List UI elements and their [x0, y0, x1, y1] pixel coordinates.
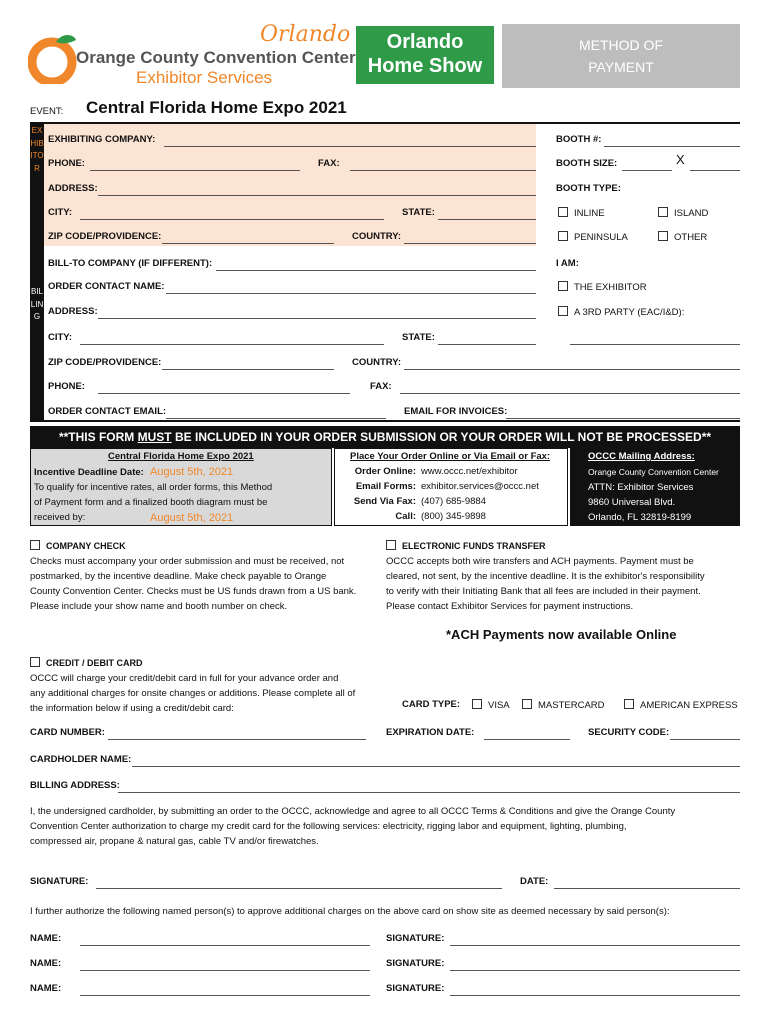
company-check-checkbox[interactable]: COMPANY CHECK: [30, 540, 126, 551]
booth-size-label: BOOTH SIZE:: [556, 158, 618, 169]
country-field[interactable]: [404, 243, 536, 244]
eft-checkbox[interactable]: ELECTRONIC FUNDS TRANSFER: [386, 540, 546, 551]
visa-checkbox[interactable]: VISA: [472, 699, 510, 711]
billing-country-field[interactable]: [404, 369, 740, 370]
online-label: Order Online:: [354, 466, 416, 477]
mastercard-checkbox[interactable]: MASTERCARD: [522, 699, 605, 711]
card-number-field[interactable]: [108, 739, 366, 740]
security-code-field[interactable]: [670, 739, 740, 740]
billing-phone-field[interactable]: [98, 393, 350, 394]
card-billing-address-label: BILLING ADDRESS:: [30, 780, 120, 791]
billing-country-label: COUNTRY:: [352, 357, 402, 368]
check-text: [30, 554, 356, 614]
authorized-signature-label-2: SIGNATURE:: [386, 958, 445, 969]
phone-label: PHONE:: [48, 158, 85, 169]
booth-size-depth-field[interactable]: [690, 170, 740, 171]
date-label: DATE:: [520, 876, 549, 887]
state-label: STATE:: [402, 207, 435, 218]
country-label: COUNTRY:: [352, 231, 402, 242]
authorized-signature-field-1[interactable]: [450, 945, 740, 946]
ach-note: *ACH Payments now available Online: [446, 627, 677, 642]
auth-line1: I, the undersigned cardholder, by submitting an order to the OCCC, acknowledge and agree to all OCCC Terms & Conditions and give the Orange County: [30, 806, 676, 817]
banner-post: BE INCLUDED IN YOUR ORDER SUBMISSION OR YOUR ORDER WILL NOT BE PROCESSED**: [171, 430, 712, 444]
check-line3: County Convention Center. Checks must be US funds drawn from a US bank.: [30, 586, 357, 597]
show-logo-line1: Orlando: [386, 31, 464, 53]
billing-city-field[interactable]: [80, 344, 384, 345]
eft-line2: cleared, not sent, by the incentive deadline. It is the exhibitor's responsibility: [386, 571, 705, 582]
billing-address-label: ADDRESS:: [48, 306, 98, 317]
order-contact-email-label: ORDER CONTACT EMAIL:: [48, 406, 167, 417]
authorized-signature-field-2[interactable]: [450, 970, 740, 971]
expiration-label: EXPIRATION DATE:: [386, 727, 475, 738]
auth-line2: Convention Center authorization to charge my credit card for the following services: electricity, rigging labor and equipment, lighting, plumbing,: [30, 821, 627, 832]
booth-size-x: X: [676, 152, 685, 167]
call-number: (800) 345-9898: [421, 511, 486, 522]
exhibiting-company-field[interactable]: [164, 146, 536, 147]
i-am-exhibitor-checkbox[interactable]: THE EXHIBITOR: [558, 281, 647, 293]
booth-island-checkbox[interactable]: ISLAND: [658, 207, 708, 219]
eft-line1: OCCC accepts both wire transfers and ACH payments. Payment must be: [386, 556, 694, 567]
bill-to-field[interactable]: [216, 270, 536, 271]
eft-line3: to verify with their Initiating Bank that all fees are included in their payment.: [386, 586, 701, 597]
card-billing-address-field[interactable]: [118, 792, 740, 793]
auth-line3: compressed air, propane & natural gas, cable TV and/or firewatches.: [30, 836, 319, 847]
fax-send-label: Send Via Fax:: [353, 496, 416, 507]
show-logo-line2: Home Show: [367, 55, 483, 77]
order-contact-label: ORDER CONTACT NAME:: [48, 281, 165, 292]
exhibitor-side-bar: EXHIBITOR: [30, 122, 44, 246]
booth-peninsula-checkbox[interactable]: PENINSULA: [558, 231, 628, 243]
order-contact-field[interactable]: [166, 293, 536, 294]
card-line1: OCCC will charge your credit/debit card in full for your advance order and: [30, 673, 339, 684]
email-label: Email Forms:: [355, 481, 416, 492]
check-line2: postmarked, by the incentive deadline. Make check payable to Orange: [30, 571, 327, 582]
show-logo: [356, 26, 494, 84]
authorized-signature-field-3[interactable]: [450, 995, 740, 996]
amex-checkbox[interactable]: AMERICAN EXPRESS: [624, 699, 738, 711]
qualify-line2: of Payment form and a finalized booth diagram must be: [34, 497, 268, 508]
fax-number: (407) 685-9884: [421, 496, 486, 507]
card-number-label: CARD NUMBER:: [30, 727, 105, 738]
mail-line1: Orange County Convention Center: [588, 467, 719, 477]
received-date: August 5th, 2021: [150, 512, 234, 524]
state-field[interactable]: [438, 219, 536, 220]
logo-line2: Exhibitor Services: [136, 68, 273, 87]
billing-side-bar: BILLING: [30, 246, 44, 422]
received-label: received by:: [34, 512, 86, 523]
card-line2: any additional charges for onsite changes or additions. Please complete all of: [30, 688, 356, 699]
mail-line2: ATTN: Exhibitor Services: [588, 482, 694, 493]
eft-text: [386, 554, 705, 614]
billing-zip-field[interactable]: [162, 369, 334, 370]
phone-field[interactable]: [90, 170, 300, 171]
orange-logo-icon: [28, 32, 80, 84]
card-type-label: CARD TYPE:: [402, 699, 461, 710]
order-title: Place Your Order Online or Via Email or Fax:: [350, 451, 551, 462]
booth-size-width-field[interactable]: [622, 170, 672, 171]
further-authorize-text: I further authorize the following named person(s) to approve additional charges on the above card on show site as deemed necessary by said person(s):: [30, 906, 670, 917]
mail-line3: 9860 Universal Blvd.: [588, 497, 676, 508]
i-am-label: I AM:: [556, 258, 579, 269]
fax-field[interactable]: [350, 170, 536, 171]
billing-phone-label: PHONE:: [48, 381, 85, 392]
booth-type-label: BOOTH TYPE:: [556, 183, 621, 194]
deadline-label: Incentive Deadline Date:: [34, 467, 144, 478]
third-party-field[interactable]: [570, 344, 740, 345]
mail-title: OCCC Mailing Address:: [588, 451, 695, 462]
zip-label: ZIP CODE/PROVIDENCE:: [48, 231, 162, 242]
banner-must: MUST: [137, 430, 172, 444]
booth-number-label: BOOTH #:: [556, 134, 602, 145]
occc-logo: [28, 22, 358, 90]
qualify-line1: To qualify for incentive rates, all order forms, this Method: [34, 482, 273, 493]
cardholder-label: CARDHOLDER NAME:: [30, 754, 132, 765]
invoice-email-field[interactable]: [506, 418, 740, 419]
deadline-date: August 5th, 2021: [150, 466, 234, 478]
billing-state-label: STATE:: [402, 332, 435, 343]
eft-line4: Please contact Exhibitor Services for payment instructions.: [386, 601, 634, 612]
info-show-title: Central Florida Home Expo 2021: [108, 451, 254, 462]
billing-fax-label: FAX:: [370, 381, 392, 392]
logo-script: Orlando: [260, 22, 351, 47]
fax-label: FAX:: [318, 158, 340, 169]
check-line4: Please include your show name and booth number on check.: [30, 601, 288, 612]
banner-pre: **THIS FORM: [58, 430, 138, 444]
authorization-text: [30, 804, 675, 849]
security-code-label: SECURITY CODE:: [588, 727, 670, 738]
billing-zip-label: ZIP CODE/PROVIDENCE:: [48, 357, 162, 368]
billing-city-label: CITY:: [48, 332, 73, 343]
invoice-email-label: EMAIL FOR INVOICES:: [404, 406, 508, 417]
card-text: [30, 671, 355, 716]
mail-line4: Orlando, FL 32819-8199: [588, 512, 692, 523]
booth-inline-checkbox[interactable]: INLINE: [558, 207, 605, 219]
call-label: Call:: [395, 511, 416, 522]
cardholder-signature-field[interactable]: [96, 888, 502, 889]
authorized-signature-label-1: SIGNATURE:: [386, 933, 445, 944]
address-label: ADDRESS:: [48, 183, 98, 194]
authorized-name-field-3[interactable]: [80, 995, 370, 996]
cardholder-field[interactable]: [132, 766, 740, 767]
authorized-name-label-3: NAME:: [30, 983, 62, 994]
credit-card-checkbox[interactable]: CREDIT / DEBIT CARD: [30, 657, 143, 668]
check-line1: Checks must accompany your order submission and must be received, not: [30, 556, 345, 567]
order-contact-email-field[interactable]: [166, 418, 386, 419]
exhibiting-company-label: EXHIBITING COMPANY:: [48, 134, 156, 145]
authorized-name-label-2: NAME:: [30, 958, 62, 969]
authorized-name-label-1: NAME:: [30, 933, 62, 944]
expiration-field[interactable]: [484, 739, 570, 740]
cardholder-signature-label: SIGNATURE:: [30, 876, 89, 887]
booth-other-checkbox[interactable]: OTHER: [658, 231, 707, 243]
email-link[interactable]: exhibitor.services@occc.net: [421, 481, 539, 492]
city-field[interactable]: [80, 219, 384, 220]
booth-number-field[interactable]: [604, 146, 740, 147]
i-am-third-party-checkbox[interactable]: A 3RD PARTY (EAC/I&D):: [558, 306, 684, 318]
authorized-name-field-1[interactable]: [80, 945, 370, 946]
bill-to-label: BILL-TO COMPANY (IF DIFFERENT):: [48, 258, 213, 269]
online-link[interactable]: www.occc.net/exhibitor: [421, 466, 518, 477]
warning-banner: [30, 426, 740, 448]
billing-state-field[interactable]: [438, 344, 536, 345]
method-of-payment-box: METHOD OF PAYMENT: [502, 24, 740, 88]
address-field[interactable]: [98, 195, 536, 196]
logo-line1: Orange County Convention Center: [76, 48, 356, 67]
city-label: CITY:: [48, 207, 73, 218]
billing-address-field[interactable]: [98, 318, 536, 319]
date-field[interactable]: [554, 888, 740, 889]
zip-field[interactable]: [162, 243, 334, 244]
billing-fax-field[interactable]: [400, 393, 740, 394]
event-name: Central Florida Home Expo 2021: [86, 98, 347, 117]
card-line3: the information below if using a credit/debit card:: [30, 703, 234, 714]
authorized-name-field-2[interactable]: [80, 970, 370, 971]
authorized-signature-label-3: SIGNATURE:: [386, 983, 445, 994]
event-label: EVENT:: [30, 106, 64, 117]
